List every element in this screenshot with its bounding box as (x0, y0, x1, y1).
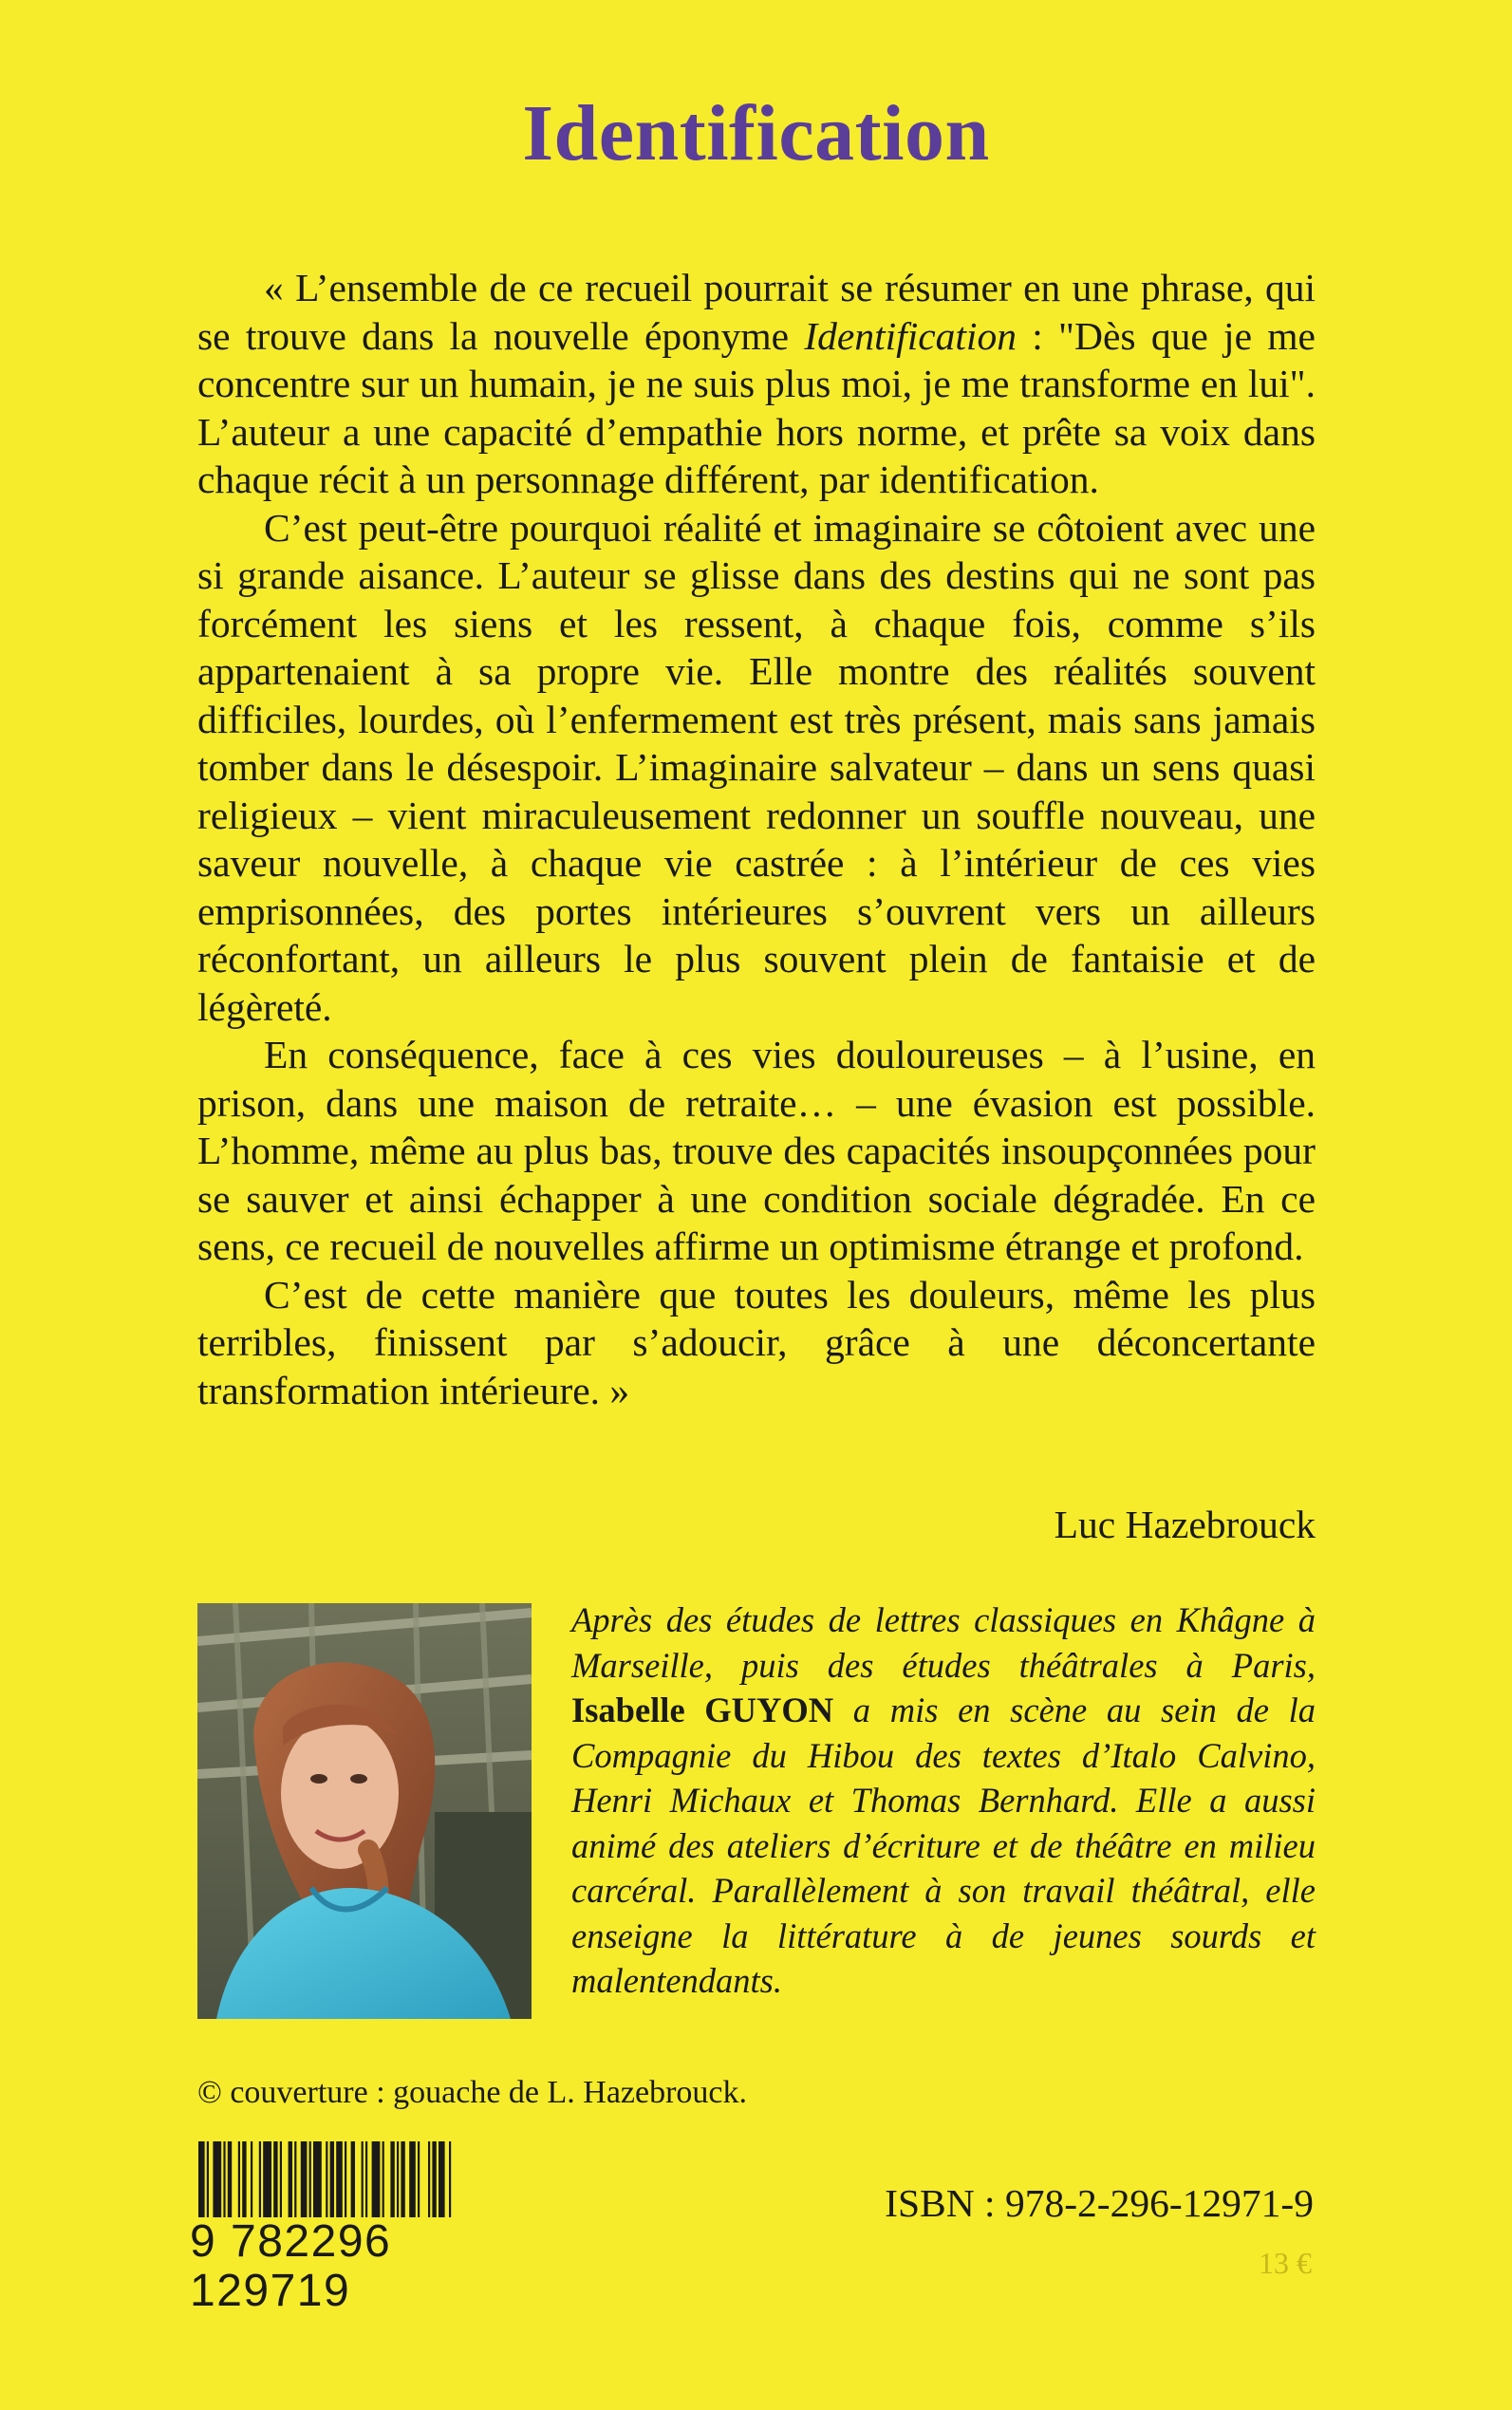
quote-p1-title: Identification (804, 313, 1017, 358)
barcode-digits: 9 782296 129719 (190, 2217, 560, 2316)
quote-paragraph-3: En conséquence, face à ces vies douloureuses – à l’usine, en prison, dans une maison de retraite… – une évasion est possible. L’homme, même au plus bas, trouve des capacités insoupçonnées pour se sauver et ainsi échapper à une condition sociale dégradée. En ce sens, ce recueil de nouvelles affirme un optimisme étrange et profond. (197, 1033, 1316, 1268)
price: 13 € (1259, 2246, 1312, 2280)
bio-end: a mis en scène au sein de la Compagnie du Hibou des textes d’Italo Calvino, Henri Michaux et Thomas Bernhard. Elle a aussi animé des ateliers d’écriture et de théâtre en milieu carcéral. Parallèlement à son travail théâtral, elle enseigne la littérature à de jeunes sourds et malentendants. (571, 1691, 1316, 2000)
book-title: Identification (522, 89, 990, 177)
quote-paragraph-1 (197, 264, 1316, 504)
quote-p1-start: « L’ensemble de ce recueil pourrait se résumer en une phrase, qui se trouve dans la nouvelle éponyme (197, 266, 1316, 358)
quote-paragraph-4: C’est de cette manière que toutes les douleurs, même les plus terribles, finissent par s’adoucir, grâce à une déconcertante transformation intérieure. » (197, 1272, 1316, 1412)
author-portrait-illustration (197, 1603, 532, 2019)
quote-signature: Luc Hazebrouck (1054, 1503, 1316, 1546)
cover-credit: © couverture : gouache de L. Hazebrouck. (197, 2075, 748, 2110)
author-bio (571, 1597, 1316, 2004)
bio-start: Après des études de lettres classiques en Khâgne à Marseille, puis des études théâtrales à Paris, (571, 1600, 1316, 1685)
author-photo (197, 1603, 532, 2019)
quote-p1-end: : "Dès que je me concentre sur un humain, je ne suis plus moi, je me transforme en lui". L’auteur a une capacité d’empathie hors norme, et prête sa voix dans chaque récit à un personnage différent, par identification. (197, 313, 1316, 501)
review-quote (197, 264, 1316, 1414)
quote-paragraph-2: C’est peut-être pourquoi réalité et imaginaire se côtoient avec une si grande aisance. L’auteur se glisse dans des destins qui ne sont pas forcément les siens et les ressent, à chaque fois, comme s’ils appartenaient à sa propre vie. Elle montre des réalités souvent difficiles, lourdes, où l’enfermement est très présent, mais sans jamais tomber dans le désespoir. L’imaginaire salvateur – dans un sens quasi religieux – vient miraculeusement redonner un souffle nouveau, une saveur nouvelle, à chaque vie castrée : à l’intérieur de ces vies emprisonnées, des portes intérieures s’ouvrent vers un ailleurs réconfortant, un ailleurs le plus souvent plein de fantaisie et de légèreté. (197, 505, 1316, 1029)
author-name: Isabelle GUYON (571, 1691, 834, 1729)
isbn: ISBN : 978-2-296-12971-9 (885, 2181, 1314, 2225)
